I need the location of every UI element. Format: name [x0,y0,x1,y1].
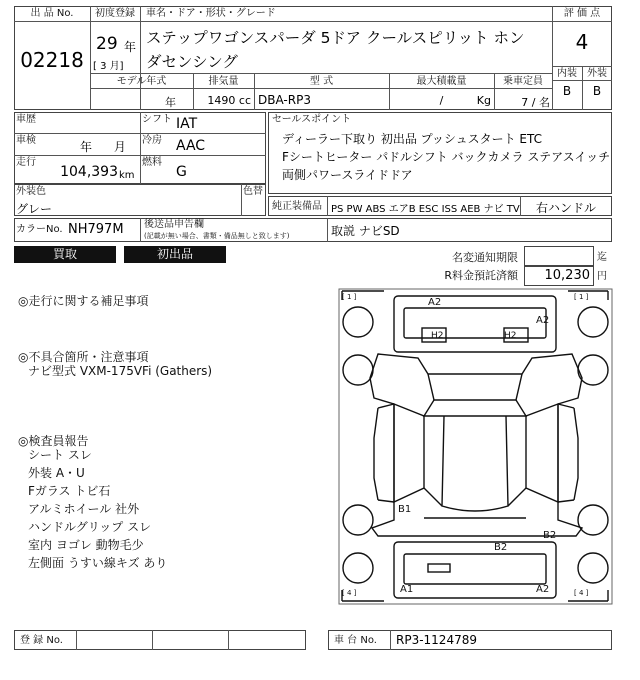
color-number: NH797M [68,222,124,237]
inspection-value: 年 月 [80,140,126,154]
overall-grade: 4 [575,30,589,54]
color-change-label: 色替 [243,186,263,197]
damage-mark-b2-center: B2 [494,542,508,553]
color-number-label: カラーNo. [16,224,63,235]
corner-label-top-left: [ 1 ] [342,293,357,301]
inspector-line-7: 左側面 うすい線キズ あり [28,556,168,570]
car-name-line2: ダセンシング [146,53,238,71]
corner-label-bottom-left: [ 4 ] [342,589,357,597]
exterior-grade-label: 外装 [587,68,607,79]
defect-line-1: ナビ型式 VXM-175VFi (Gathers) [28,364,213,378]
sales-point-line-2: Fシートヒーター パドルシフト バックカメラ ステアスイッチ [282,150,611,164]
displacement: 1490 cc [207,94,251,107]
equipment-items: PS PW ABS エアB ESC ISS AEB ナビ TV [331,204,520,215]
fuel: G [176,164,187,180]
capacity: 7 / 名 [521,96,550,109]
inspector-line-1: シート スレ [28,448,92,462]
displacement-label: 排気量 [208,76,239,87]
fuel-label: 燃料 [142,157,162,168]
inspector-report-title: ◎検査員報告 [18,434,89,448]
defect-notes-title: ◎不具合箇所・注意事項 [18,350,149,364]
model-year-unit: 年 [165,96,176,109]
model-code-label: 型 式 [309,76,334,87]
name-change-deadline-label: 名変通知期限 [452,251,518,264]
ac-label: 冷房 [142,135,162,146]
car-name-label: 車名・ドア・形状・グレード [146,8,276,19]
accessories: 取説 ナビSD [331,224,400,238]
grade-label: 評 価 点 [563,8,601,19]
steering-side: 右ハンドル [535,201,596,215]
model-code: DBA-RP3 [258,93,311,107]
inspector-line-4: アルミホイール 社外 [28,502,140,516]
sales-point-line-1: ディーラー下取り 初出品 プッシュスタート ETC [282,132,542,146]
first-registration-label: 初度登録 [95,8,135,19]
inspector-line-6: 室内 ヨゴレ 動物毛少 [28,538,144,552]
corner-label-bottom-right: [ 4 ] [574,589,589,597]
interior-grade: B [562,84,572,98]
mileage-label: 走行 [16,157,36,168]
max-load-label: 最大積載量 [416,76,467,87]
inspector-line-5: ハンドルグリップ スレ [28,520,152,534]
aftermarket-note: (記載が無い場合、書類・備品無しと致します) [144,232,290,240]
damage-mark-h2-left: H2 [431,331,444,341]
damage-mark-h2-right: H2 [504,331,517,341]
exterior-color: グレー [16,202,53,216]
equipment-label: 純正装備品 [272,201,322,212]
damage-mark-a2-front: A2 [428,297,442,308]
name-change-deadline-unit: 迄 [597,252,607,263]
shift: IAT [176,116,198,132]
registration-number-label: 登 録 No. [20,635,63,646]
damage-mark-b2-right: B2 [543,530,557,541]
registration-year: 29 [96,34,118,54]
recycle-fee: 10,230 [544,268,590,283]
recycle-fee-unit: 円 [597,271,607,282]
inspector-line-3: Fガラス トビ石 [28,484,111,498]
inspector-line-2: 外装 A・U [28,466,85,480]
mileage-unit: km [119,170,135,181]
damage-mark-a2-rear: A2 [536,584,550,595]
sales-point-line-3: 両側パワースライドドア [282,168,413,182]
buy-bar: 買取 [14,246,116,263]
shift-label: シフト [142,114,172,125]
chassis-number: RP3-1124789 [396,633,477,647]
lot-number-label: 出 品 No. [30,8,74,19]
ac: AAC [176,138,206,154]
chassis-number-label: 車 台 No. [334,635,377,646]
damage-mark-a1: A1 [400,584,414,595]
damage-mark-a2-front-right: A2 [536,315,550,326]
registration-year-unit: 年 [124,40,137,54]
lot-number: 02218 [20,48,84,72]
car-damage-diagram [338,288,614,606]
sales-points-label: セールスポイント [272,114,352,125]
capacity-label: 乗車定員 [503,76,543,87]
interior-grade-label: 内装 [557,68,577,79]
inspection-label: 車検 [16,135,36,146]
exterior-color-label: 外装色 [16,186,46,197]
corner-label-top-right: [ 1 ] [574,293,589,301]
recycle-fee-label: R料金預託済額 [444,269,518,282]
aftermarket-label: 後送品申告欄 [144,219,204,230]
damage-mark-b1: B1 [398,504,412,515]
driving-notes-title: ◎走行に関する補足事項 [18,294,149,308]
history-label: 車歴 [16,114,36,125]
mileage: 104,393 [60,164,118,180]
car-name-line1: ステップワゴンスパーダ 5ドア クールスピリット ホン [146,29,525,47]
exterior-grade: B [592,84,602,98]
first-listing-bar: 初出品 [124,246,226,263]
name-change-deadline-box [524,246,594,266]
registration-month: [ 3 月] [93,61,124,72]
max-load: / Kg [439,94,491,107]
model-year-label: モデル年式 [116,76,167,87]
